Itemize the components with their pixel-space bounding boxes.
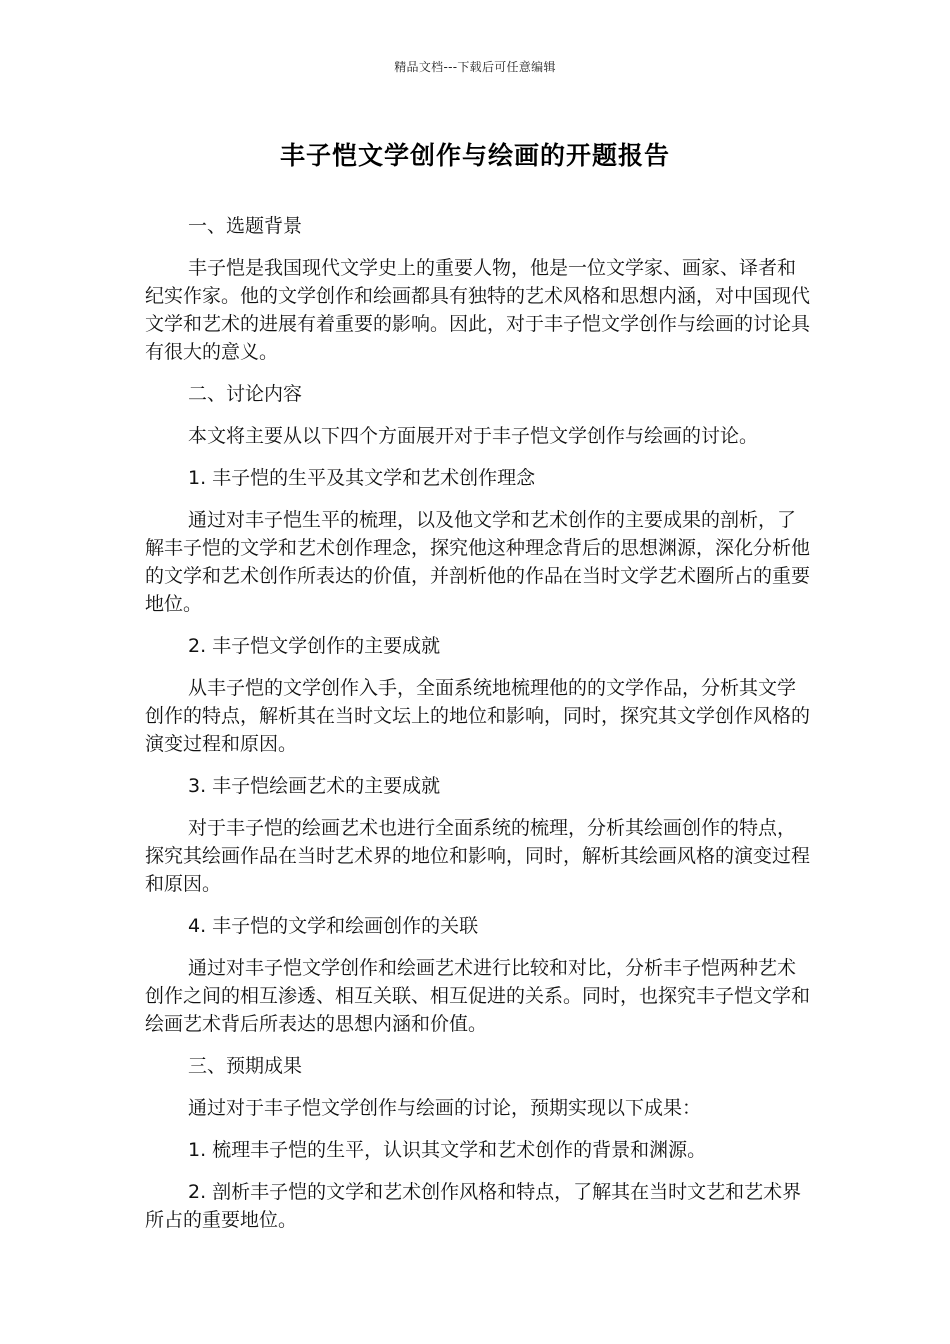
paragraph-2: 从丰子恺的文学创作入手，全面系统地梳理他的的文学作品，分析其文学创作的特点，解析其在当时文坛上的地位和影响，同时，探究其文学创作风格的演变过程和原因。: [145, 677, 811, 755]
subheading-1: 1. 丰子恺的生平及其文学和艺术创作理念: [188, 467, 536, 489]
document-title: 丰子恺文学创作与绘画的开题报告: [279, 141, 670, 170]
paragraph-1: 通过对丰子恺生平的梳理，以及他文学和艺术创作的主要成果的剖析，了解丰子恺的文学和艺术创作理念，探究他这种理念背后的思想渊源，深化分析他的文学和艺术创作所表达的价值，并剖析他的作品在当时文学艺术圈所占的重要地位。: [145, 509, 811, 615]
paragraph-content-intro: 本文将主要从以下四个方面展开对于丰子恺文学创作与绘画的讨论。: [188, 425, 759, 447]
document-body: [145, 212, 810, 1248]
paragraph-4: 通过对丰子恺文学创作和绘画艺术进行比较和对比，分析丰子恺两种艺术创作之间的相互渗透、相互关联、相互促进的关系。同时，也探究丰子恺文学和绘画艺术背后所表达的思想内涵和价值。: [145, 957, 811, 1035]
section-heading-outcomes: 三、预期成果: [188, 1055, 303, 1077]
paragraph-3: 对于丰子恺的绘画艺术也进行全面系统的梳理，分析其绘画创作的特点，探究其绘画作品在当时艺术界的地位和影响，同时，解析其绘画风格的演变过程和原因。: [145, 817, 811, 895]
subheading-3: 3. 丰子恺绘画艺术的主要成就: [188, 775, 441, 797]
section-heading-content: 二、讨论内容: [188, 383, 303, 405]
outcome-item-2: 2. 剖析丰子恺的文学和艺术创作风格和特点，了解其在当时文艺和艺术界所占的重要地位。: [145, 1181, 802, 1231]
subheading-2: 2. 丰子恺文学创作的主要成就: [188, 635, 441, 657]
paragraph-outcomes-intro: 通过对于丰子恺文学创作与绘画的讨论，预期实现以下成果：: [188, 1097, 702, 1119]
outcome-item-1: 1. 梳理丰子恺的生平，认识其文学和艺术创作的背景和渊源。: [188, 1139, 707, 1161]
subheading-4: 4. 丰子恺的文学和绘画创作的关联: [188, 915, 479, 937]
page-header: 精品文档---下载后可任意编辑: [394, 60, 556, 74]
paragraph-background: 丰子恺是我国现代文学史上的重要人物，他是一位文学家、画家、译者和纪实作家。他的文学创作和绘画都具有独特的艺术风格和思想内涵，对中国现代文学和艺术的进展有着重要的影响。因此，对于丰子恺文学创作与绘画的讨论具有很大的意义。: [145, 257, 811, 363]
section-heading-background: 一、选题背景: [188, 215, 303, 237]
